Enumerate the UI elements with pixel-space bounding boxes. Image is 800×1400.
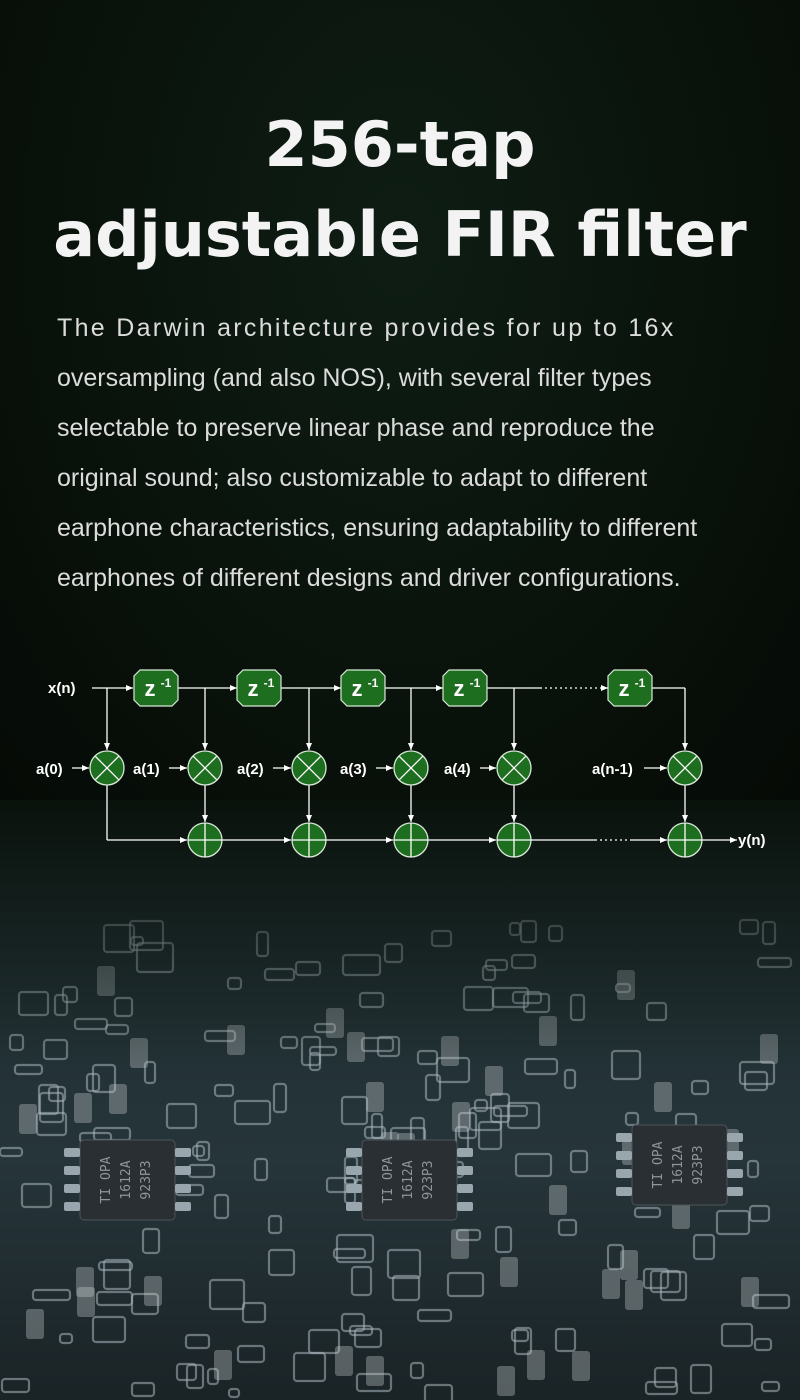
fir-filter-diagram — [0, 655, 800, 885]
delay-block — [237, 670, 281, 706]
description-line: selectable to preserve linear phase and reproduce the — [57, 414, 655, 442]
input-label-x-n: x(n) — [48, 680, 76, 697]
coefficient-label: a(3) — [340, 761, 367, 778]
delay-block-label: z — [453, 676, 465, 701]
delay-block — [608, 670, 652, 706]
coefficient-label: a(0) — [36, 761, 63, 778]
delay-block-exponent: -1 — [160, 676, 172, 690]
delay-block — [443, 670, 487, 706]
delay-block-label: z — [618, 676, 630, 701]
page-title — [0, 100, 800, 280]
delay-block-exponent: -1 — [367, 676, 379, 690]
description-line: earphones of different designs and driver configurations. — [57, 564, 681, 592]
coefficient-label: a(n-1) — [592, 761, 633, 778]
description-line: original sound; also customizable to adapt to different — [57, 464, 648, 492]
circuit-board-photo — [0, 800, 800, 1400]
delay-block-label: z — [247, 676, 259, 701]
delay-block-label: z — [144, 676, 156, 701]
delay-block-exponent: -1 — [263, 676, 275, 690]
coefficient-label: a(4) — [444, 761, 471, 778]
coefficient-label: a(1) — [133, 761, 160, 778]
title-line-2: adjustable FIR filter — [53, 198, 747, 271]
coefficient-label: a(2) — [237, 761, 264, 778]
description-line: The Darwin architecture provides for up to 16x — [57, 314, 676, 342]
description-line: earphone characteristics, ensuring adaptability to different — [57, 514, 698, 542]
output-label-y-n: y(n) — [738, 832, 766, 849]
delay-block — [341, 670, 385, 706]
delay-block-exponent: -1 — [634, 676, 646, 690]
title-line-1: 256-tap — [264, 108, 536, 181]
delay-block-exponent: -1 — [469, 676, 481, 690]
delay-block-label: z — [351, 676, 363, 701]
delay-block — [134, 670, 178, 706]
description-line: oversampling (and also NOS), with several filter types — [57, 364, 652, 392]
description-paragraph — [57, 303, 767, 603]
